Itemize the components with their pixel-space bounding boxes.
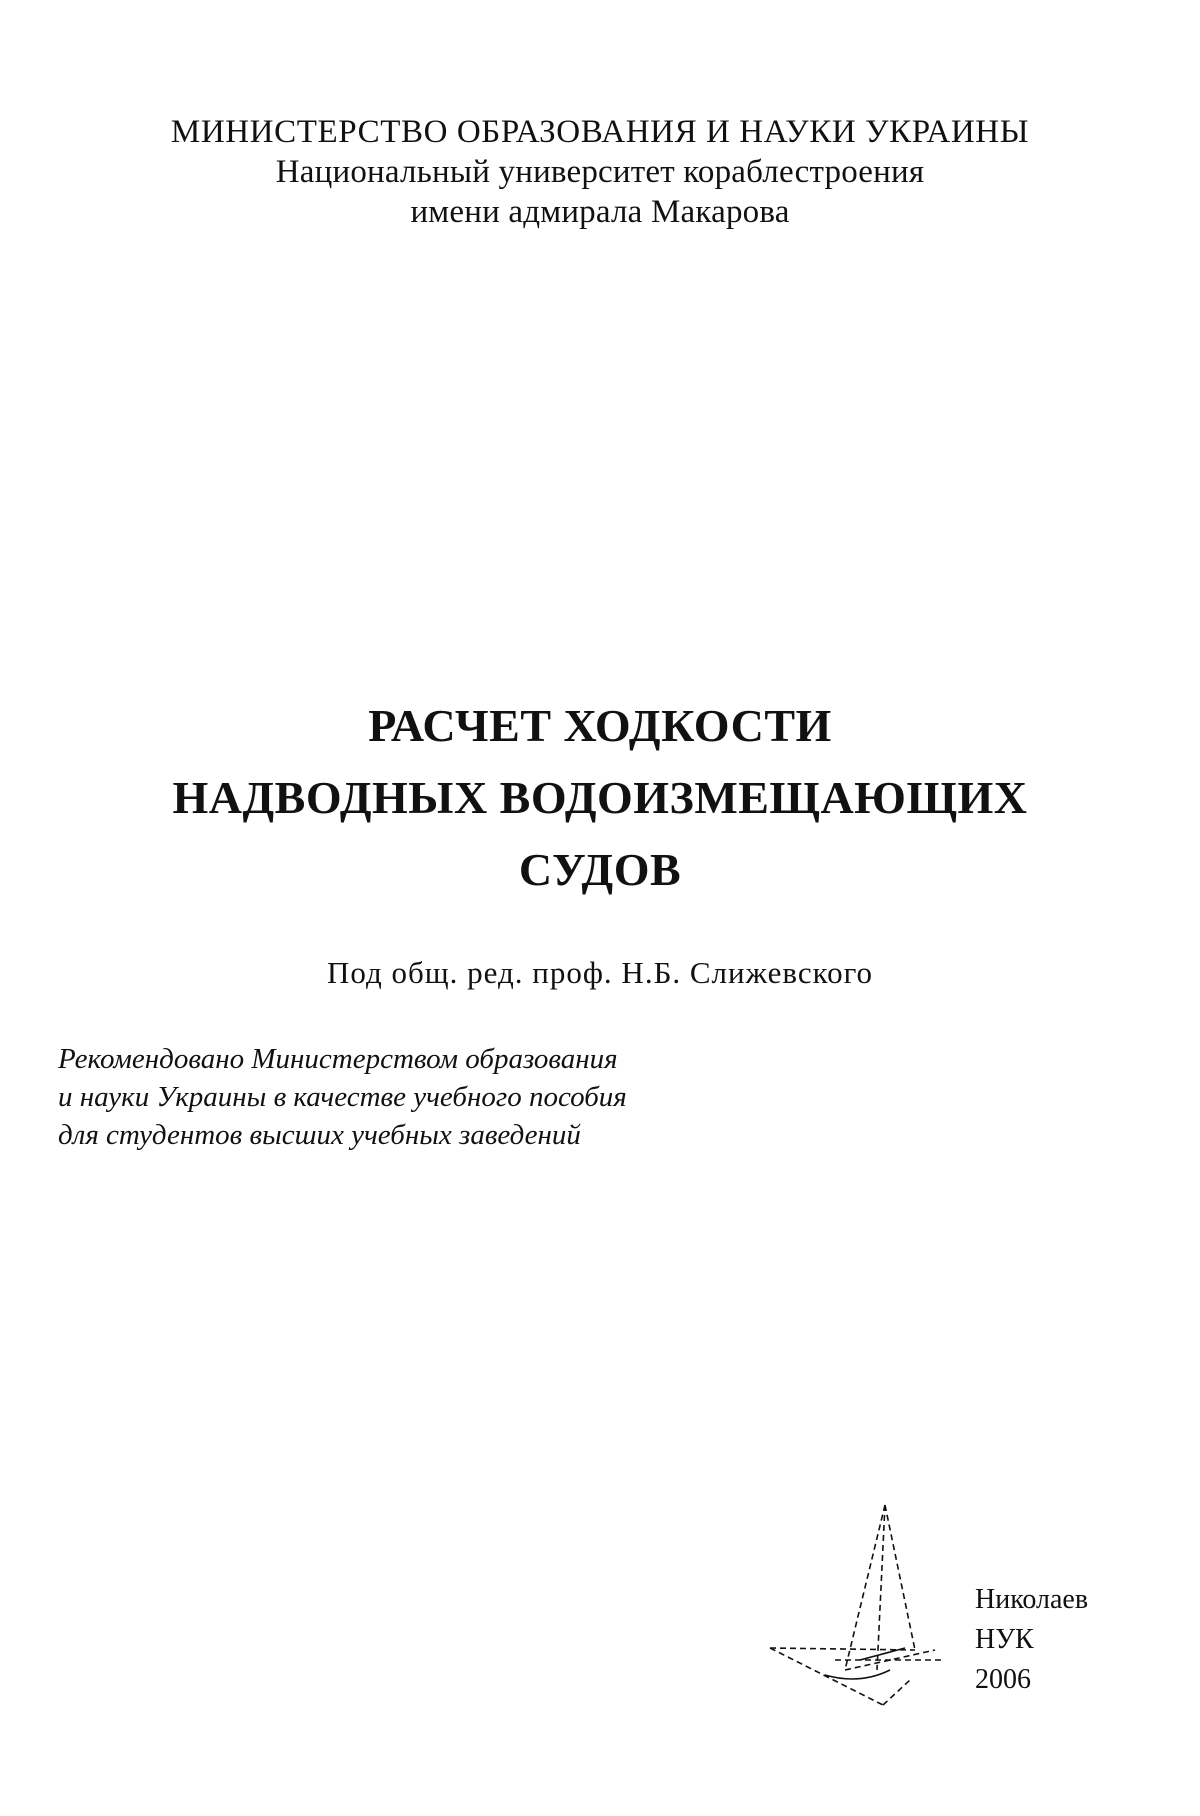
sailboat-logo-icon: [765, 1500, 955, 1715]
imprint-year: 2006: [975, 1664, 1031, 1695]
recommendation-line-1: Рекомендовано Министерством образования: [58, 1043, 618, 1075]
ministry-name: МИНИСТЕРСТВО ОБРАЗОВАНИЯ И НАУКИ УКРАИНЫ: [170, 114, 1030, 150]
book-title: [0, 690, 1200, 906]
title-line-3: СУДОВ: [518, 844, 682, 895]
publication-imprint: [975, 1580, 1088, 1700]
imprint-publisher: НУК: [975, 1624, 1034, 1655]
editor-credit: Под общ. ред. проф. Н.Б. Слижевского: [326, 955, 874, 990]
title-line-1: РАСЧЕТ ХОДКОСТИ: [368, 700, 832, 751]
imprint-city: Николаев: [975, 1584, 1089, 1615]
recommendation-line-2: и науки Украины в качестве учебного пособия: [58, 1081, 627, 1113]
title-line-2: НАДВОДНЫХ ВОДОИЗМЕЩАЮЩИХ: [172, 772, 1028, 823]
recommendation-note: [58, 1040, 778, 1154]
university-name-continued: имени адмирала Макарова: [410, 194, 790, 230]
recommendation-line-3: для студентов высших учебных заведений: [58, 1119, 581, 1151]
document-header: [0, 112, 1200, 232]
university-name: Национальный университет кораблестроения: [275, 154, 925, 190]
